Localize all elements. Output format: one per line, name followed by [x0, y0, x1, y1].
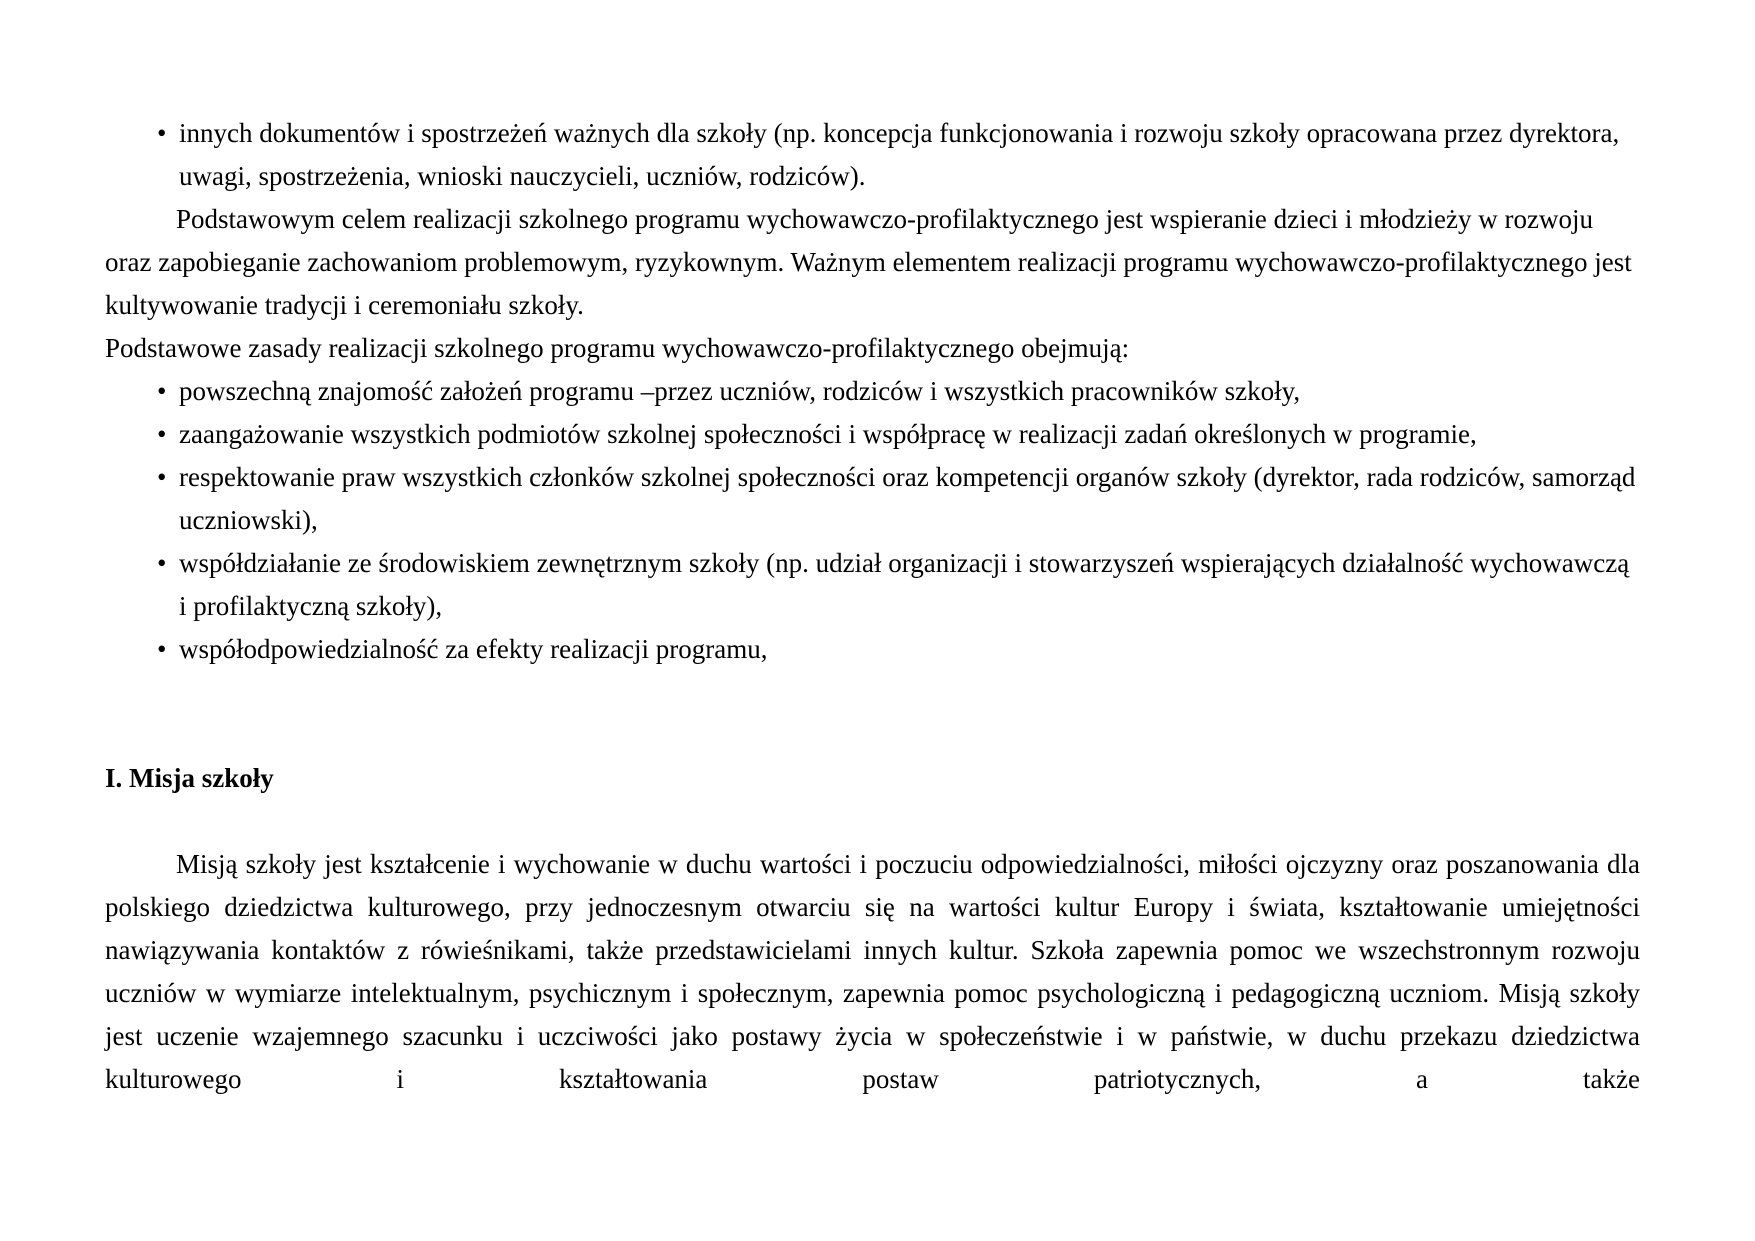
section-heading-mission: I. Misja szkoły — [105, 763, 274, 793]
intro-bullet-list — [105, 112, 1640, 198]
principles-bullet-list — [105, 370, 1640, 671]
list-item — [105, 370, 1640, 413]
list-item — [105, 112, 1640, 198]
bullet-text: współodpowiedzialność za efekty realizacji programu, — [179, 634, 768, 664]
bullet-icon: • — [157, 548, 167, 578]
bullet-icon: • — [157, 634, 167, 664]
bullet-icon: • — [157, 419, 167, 449]
bullet-text: zaangażowanie wszystkich podmiotów szkolnej społeczności i współpracę w realizacji zadań określonych w programie, — [179, 419, 1477, 449]
list-item — [105, 456, 1640, 542]
bullet-text: innych dokumentów i spostrzeżeń ważnych dla szkoły (np. koncepcja funkcjonowania i rozwoju szkoły opracowana przez dyrektora, uwagi, spostrzeżenia, wnioski nauczycieli, uczniów, rodziców). — [179, 118, 1620, 191]
bullet-icon: • — [157, 118, 167, 148]
bullet-text: powszechną znajomość założeń programu –przez uczniów, rodziców i wszystkich pracowników szkoły, — [179, 376, 1301, 406]
list-item — [105, 542, 1640, 628]
bullet-text: współdziałanie ze środowiskiem zewnętrznym szkoły (np. udział organizacji i stowarzyszeń wspierających działalność wychowawczą i profilaktyczną szkoły), — [179, 548, 1630, 621]
paragraph-mission: Misją szkoły jest kształcenie i wychowanie w duchu wartości i poczuciu odpowiedzialności, miłości ojczyzny oraz poszanowania dla polskiego dziedzictwa kulturowego, przy jednoczesnym otwarciu się na wartości kultur Europy i świata, kształtowanie umiejętności nawiązywania kontaktów z rówieśnikami, także przedstawicielami innych kultur. Szkoła zapewnia pomoc we wszechstronnym rozwoju uczniów w wymiarze intelektualnym, psychicznym i społecznym, zapewnia pomoc psychologiczną i pedagogiczną uczniom. Misją szkoły jest uczenie wzajemnego szacunku i uczciwości jako postawy życia w społeczeństwie i w państwie, w duchu przekazu dziedzictwa kulturowego i kształtowania postaw patriotycznych, a także — [105, 849, 1640, 1094]
bullet-icon: • — [157, 462, 167, 492]
list-item — [105, 413, 1640, 456]
paragraph-principles-intro: Podstawowe zasady realizacji szkolnego programu wychowawczo-profilaktycznego obejmują: — [105, 333, 1130, 363]
list-item — [105, 628, 1640, 671]
bullet-icon: • — [157, 376, 167, 406]
bullet-text: respektowanie praw wszystkich członków szkolnej społeczności oraz kompetencji organów szkoły (dyrektor, rada rodziców, samorząd uczniowski), — [179, 462, 1636, 535]
paragraph-primary-goal: Podstawowym celem realizacji szkolnego programu wychowawczo-profilaktycznego jest wspieranie dzieci i młodzieży w rozwoju oraz zapobieganie zachowaniom problemowym, ryzykownym. Ważnym elementem realizacji programu wychowawczo-profilaktycznego jest kultywowanie tradycji i ceremoniału szkoły. — [105, 204, 1632, 320]
